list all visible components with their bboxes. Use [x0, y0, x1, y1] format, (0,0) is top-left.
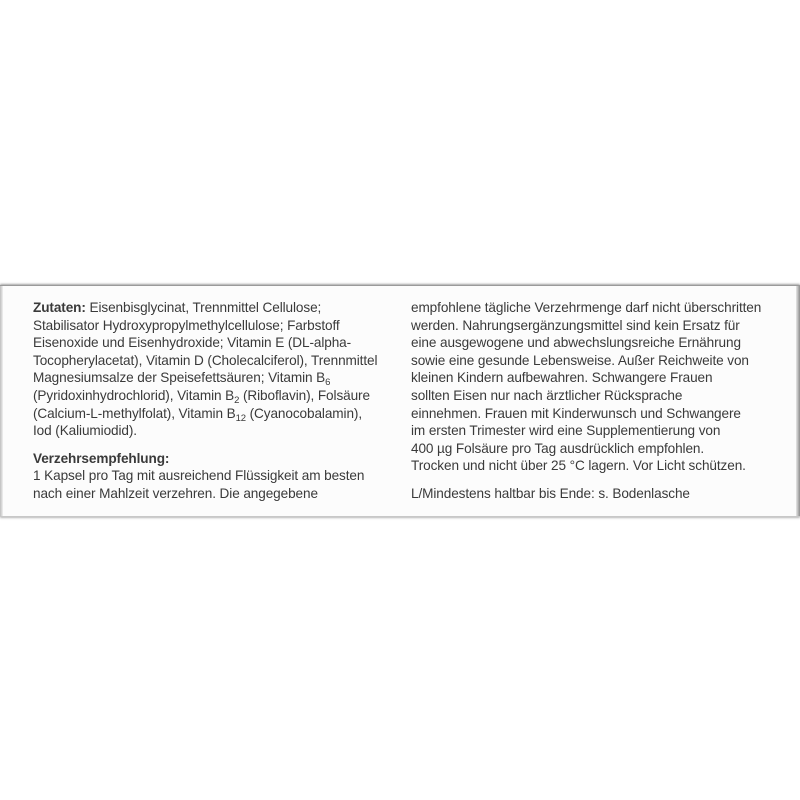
advice-line-7: einnehmen. Frauen mit Kinderwunsch und Schwangere	[411, 405, 741, 421]
advice-line-5: kleinen Kindern aufbewahren. Schwangere Frauen	[411, 370, 713, 386]
ingredients-line-6: (Pyridoxinhydrochlorid), Vitamin $B_2$ (Riboflavin), Folsäure	[33, 387, 370, 406]
ingredients-line-8: Iod (Kaliumiodid).	[33, 423, 137, 439]
advice-line-9: 400 µg Folsäure pro Tag ausdrücklich empfohlen.	[411, 440, 705, 456]
section-gap	[33, 440, 403, 450]
ingredients-line-3: Eisenoxide und Eisenhydroxide; Vitamin E (DL-alpha-	[33, 335, 352, 351]
ingredients-line-4: Tocopherylacetat), Vitamin D (Cholecalciferol), Trennmittel	[33, 352, 378, 368]
storage-line: Trocken und nicht über 25 °C lagern. Vor Licht schützen.	[411, 458, 746, 474]
left-text-column	[33, 299, 403, 503]
recommendation-line-2: nach einer Mahlzeit verzehren. Die angegebene	[33, 485, 318, 501]
advice-line-3: eine ausgewogene und abwechslungsreiche Ernährung	[411, 335, 741, 351]
ingredients-line-2: Stabilisator Hydroxypropylmethylcellulose; Farbstoff	[33, 317, 340, 333]
advice-line-2: werden. Nahrungsergänzungsmittel sind kein Ersatz für	[411, 317, 740, 333]
vitamin-b6-subscript: 6	[325, 377, 331, 389]
advice-line-6: sollten Eisen nur nach ärztlicher Rücksprache	[411, 387, 683, 403]
ingredients-heading: Zutaten:	[33, 300, 86, 315]
package-label-strip	[0, 285, 800, 517]
package-right-edge	[796, 286, 800, 516]
ingredients-line-1: Zutaten: Eisenbisglycinat, Trennmittel Cellulose;	[33, 300, 322, 315]
right-text-column	[411, 299, 786, 503]
package-left-edge	[0, 286, 3, 516]
best-before-line: L/Mindestens haltbar bis Ende: s. Bodenlasche	[411, 485, 690, 501]
vitamin-b12-subscript: 12	[235, 412, 246, 424]
recommendation-heading: Verzehrsempfehlung:	[33, 450, 170, 466]
advice-line-1: empfohlene tägliche Verzehrmenge darf nicht überschritten	[411, 300, 762, 315]
section-gap-right	[411, 475, 786, 485]
ingredients-line-5: Magnesiumsalze der Speisefettsäuren; Vitamin $B_6$	[33, 370, 331, 389]
advice-line-4: sowie eine gesunde Lebensweise. Außer Reichweite von	[411, 352, 749, 368]
advice-line-8: im ersten Trimester wird eine Supplementierung von	[411, 423, 721, 439]
ingredients-line-7: (Calcium-L-methylfolat), Vitamin $B_{12}$ (Cyanocobalamin),	[33, 405, 363, 424]
vitamin-b2-subscript: 2	[234, 394, 240, 406]
recommendation-line-1: 1 Kapsel pro Tag mit ausreichend Flüssigkeit am besten	[33, 468, 365, 484]
